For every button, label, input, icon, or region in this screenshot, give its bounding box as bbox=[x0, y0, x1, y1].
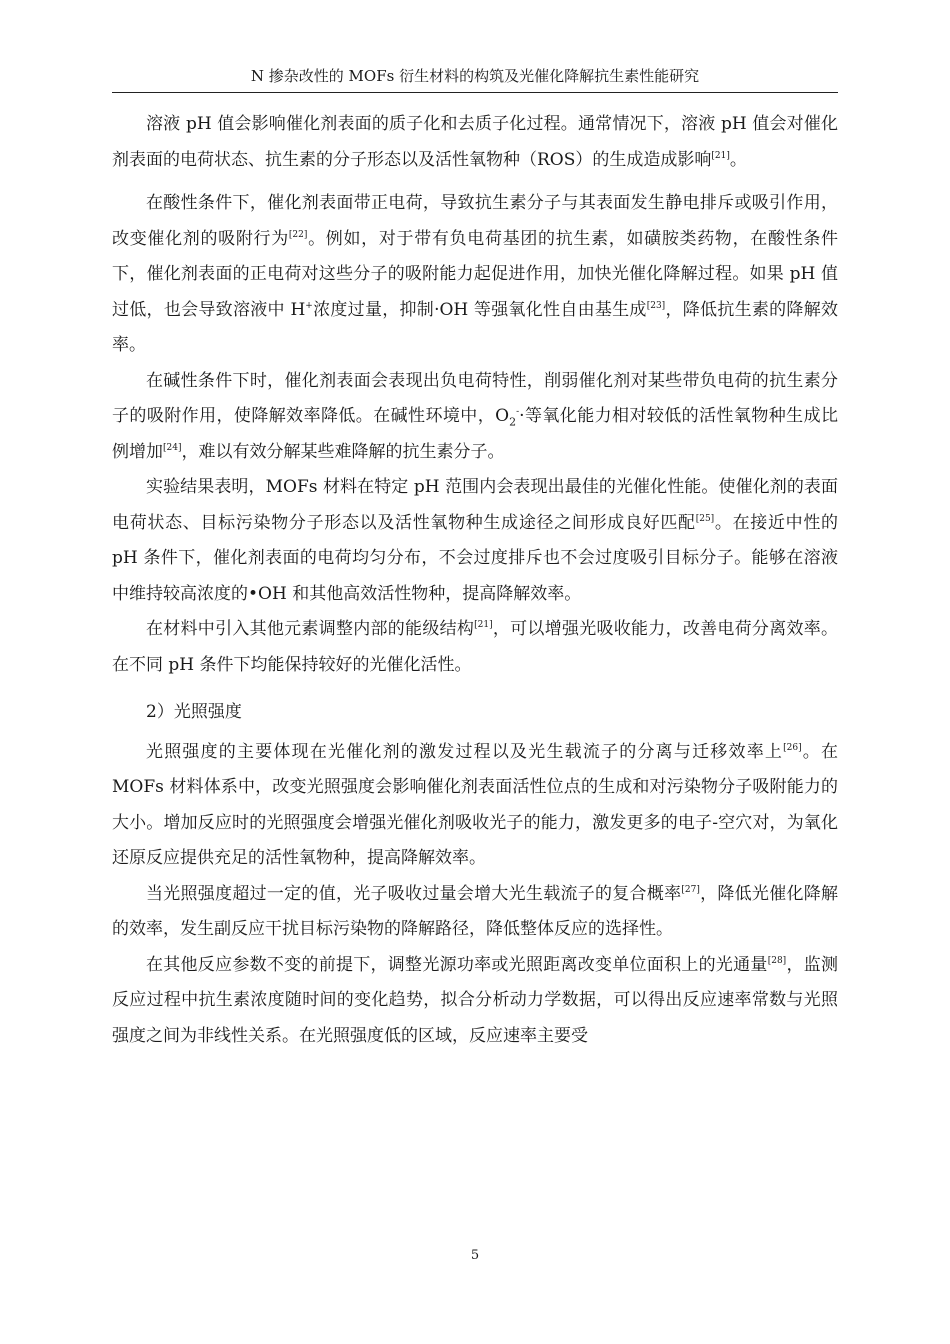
citation: [21] bbox=[711, 150, 730, 161]
text-run: ，监测反应过程中抗生素浓度随时间的变化趋势，拟合分析动力学数据，可以得出反应速率常数与光照强度之间为非线性关系。在光照强度低的区域，反应速率主要受 bbox=[112, 954, 839, 1046]
text-run: 实验结果表明，MOFs 材料在特定 pH 范围内会表现出最佳的光催化性能。使催化剂的表面电荷状态、目标污染物分子形态以及活性氧物种生成途径之间形成良好匹配 bbox=[112, 477, 838, 533]
text-run: 溶液 pH 值会影响催化剂表面的质子化和去质子化过程。通常情况下，溶液 pH 值会对催化剂表面的电荷状态、抗生素的分子形态以及活性氧物种（ROS）的生成造成影响 bbox=[112, 114, 838, 170]
main-text bbox=[112, 107, 838, 1054]
citation: [25] bbox=[695, 513, 715, 524]
paragraph-light-excess bbox=[112, 877, 838, 948]
text-run: 光照强度的主要体现在光催化剂的激发过程以及光生载流子的分离与迁移效率上 bbox=[146, 741, 784, 762]
paragraph-alkaline bbox=[112, 364, 838, 471]
text-run: 。在接近中性的 pH 条件下，催化剂表面的电荷均匀分布，不会过度排斥也不会过度吸引目标分子。能够在溶液中维持较高浓度的•OH 和其他高效活性物种，提高降解效率。 bbox=[112, 512, 839, 604]
text-run: ，难以有效分解某些难降解的抗生素分子。 bbox=[181, 441, 505, 462]
text-run: 。在 MOFs 材料体系中，改变光照强度会影响催化剂表面活性位点的生成和对污染物分子吸附能力的大小。增加反应时的光照强度会增强光催化剂吸收光子的能力，激发更多的电子-空穴对，为氧化还原反应提供充足的活性氧物种，提高降解效率。 bbox=[112, 741, 838, 868]
section-heading-light-intensity: 2）光照强度 bbox=[146, 702, 242, 722]
subscript: 2 bbox=[509, 415, 517, 429]
citation: [27] bbox=[681, 884, 700, 895]
superscript: + bbox=[305, 300, 313, 311]
text-run: ，降低光催化降解的效率，发生副反应干扰目标污染物的降解路径，降低整体反应的选择性。 bbox=[112, 883, 839, 939]
text-run: ，降低抗生素的降解效率。 bbox=[112, 299, 838, 355]
text-run: ·等氧化能力相对较低的活性氧物种生成比例增加 bbox=[112, 406, 839, 462]
text-run: 在材料中引入其他元素调整内部的能级结构 bbox=[146, 619, 475, 639]
text-run: 。 bbox=[729, 149, 747, 170]
citation: [23] bbox=[646, 300, 666, 311]
superscript: - bbox=[516, 407, 520, 417]
paragraph-optimal-ph bbox=[112, 470, 838, 612]
text-run: 当光照强度超过一定的值，光子吸收过量会增大光生载流子的复合概率 bbox=[146, 883, 682, 904]
citation: [21] bbox=[474, 620, 493, 630]
paragraph-doping bbox=[112, 612, 838, 683]
citation: [28] bbox=[767, 955, 787, 966]
text-run: 在碱性条件下时，催化剂表面会表现出负电荷特性，削弱催化剂对某些带负电荷的抗生素分子的吸附作用，使降解效率降低。在碱性环境中，O bbox=[112, 370, 838, 426]
paragraph-acidic bbox=[112, 186, 838, 364]
citation: [26] bbox=[783, 742, 802, 753]
paragraph-ph-intro bbox=[112, 107, 838, 178]
paragraph-light-kinetics bbox=[112, 948, 838, 1055]
text-run: 在其他反应参数不变的前提下，调整光源功率或光照距离改变单位面积上的光通量 bbox=[146, 954, 768, 975]
header-rule bbox=[112, 92, 838, 93]
text-run: 。例如，对于带有负电荷基团的抗生素，如磺胺类药物，在酸性条件下，催化剂表面的正电荷对这些分子的吸附能力起促进作用，加快光催化降解过程。如果 pH 值过低，也会导致溶液中 H bbox=[112, 228, 839, 320]
paragraph-light-intro bbox=[112, 735, 838, 877]
running-header: N 掺杂改性的 MOFs 衍生材料的构筑及光催化降解抗生素性能研究 bbox=[250, 67, 700, 85]
text-run: ，可以增强光吸收能力，改善电荷分离效率。在不同 pH 条件下均能保持较好的光催化活性。 bbox=[112, 619, 839, 675]
citation: [22] bbox=[288, 229, 308, 240]
page-number: 5 bbox=[470, 1248, 480, 1263]
citation: [24] bbox=[163, 442, 182, 453]
text-run: 浓度过量，抑制·OH 等强氧化性自由基生成 bbox=[312, 299, 647, 320]
text-run: 在酸性条件下，催化剂表面带正电荷，导致抗生素分子与其表面发生静电排斥或吸引作用，改变催化剂的吸附行为 bbox=[112, 193, 838, 249]
